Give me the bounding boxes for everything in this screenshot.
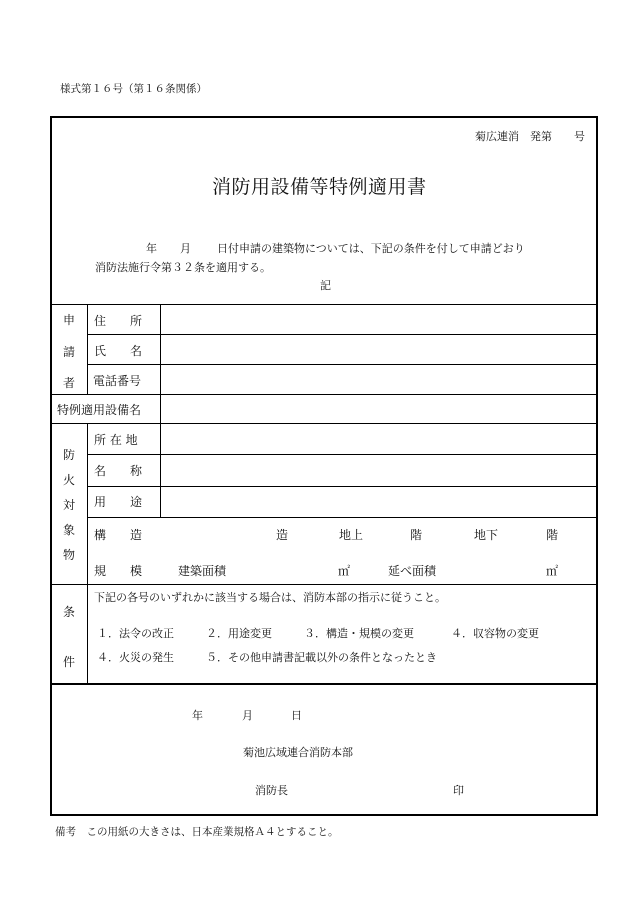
- scale-building-area: 建築面積: [178, 564, 227, 578]
- structure-above-ground: 地上: [339, 528, 364, 542]
- building-group-char-4: 象: [63, 523, 76, 537]
- condition-item-6: ５．その他申請書記載以外の条件となったとき: [206, 651, 437, 664]
- condition-item-3: ３．構造・規模の変更: [304, 627, 414, 640]
- structure-label: 構 造: [94, 528, 143, 542]
- rule-name-phone: [87, 364, 597, 365]
- conditions-group-char-1: 条: [63, 605, 76, 619]
- rule-building-label-divider: [160, 423, 161, 517]
- conditions-intro: 下記の各号のいずれかに該当する場合は、消防本部の指示に従うこと。: [94, 591, 446, 604]
- condition-item-1: １．法令の改正: [97, 627, 174, 640]
- footer-note: 備考 この用紙の大きさは、日本産業規格Ａ４とすること。: [55, 826, 339, 838]
- rule-name-bottom: [87, 486, 597, 487]
- structure-zo: 造: [276, 528, 289, 542]
- applicant-group-char-2: 請: [63, 345, 76, 359]
- form-title: 消防用設備等特例適用書: [212, 176, 427, 198]
- building-group-char-1: 防: [63, 448, 76, 462]
- building-group-char-2: 火: [63, 473, 76, 487]
- scale-unit-2: ㎡: [546, 564, 559, 578]
- building-group-char-5: 物: [63, 548, 76, 562]
- applicant-group-char-1: 申: [63, 313, 76, 327]
- rule-applicant-bottom: [51, 394, 597, 395]
- rule-equipment-bottom: [51, 423, 597, 424]
- scale-label: 規 模: [94, 564, 143, 578]
- rule-top-table: [51, 304, 597, 305]
- applicant-phone-label: 電話番号: [93, 374, 142, 388]
- seal-mark: 印: [453, 784, 464, 797]
- intro-month: 月: [180, 242, 191, 255]
- conditions-group-char-2: 件: [63, 655, 76, 669]
- issuing-organization: 菊池広域連合消防本部: [243, 746, 353, 759]
- intro-line-2: 消防法施行令第３２条を適用する。: [95, 261, 271, 274]
- ki-mark: 記: [320, 279, 331, 292]
- issuance-year: 年: [192, 709, 203, 722]
- rule-location-bottom: [87, 454, 597, 455]
- scale-unit-1: ㎡: [338, 564, 351, 578]
- equipment-name-label: 特例適用設備名: [57, 403, 142, 417]
- building-use-label: 用 途: [94, 495, 143, 509]
- issuance-day: 日: [291, 709, 302, 722]
- applicant-name-label: 氏 名: [94, 344, 143, 358]
- building-group-char-3: 対: [63, 498, 76, 512]
- condition-item-5: ４．火災の発生: [97, 651, 174, 664]
- intro-year: 年: [146, 242, 157, 255]
- issuer-number: 菊広連消 発第 号: [475, 130, 585, 143]
- rule-applicant-group-divider: [87, 304, 88, 394]
- applicant-group-char-3: 者: [63, 376, 76, 390]
- rule-use-bottom: [87, 517, 597, 518]
- issuance-month: 月: [242, 709, 253, 722]
- form-number: 様式第１６号（第１６条関係）: [60, 83, 207, 95]
- fire-chief-title: 消防長: [255, 784, 288, 797]
- intro-line-1: 日付申請の建築物については、下記の条件を付して申請どおり: [217, 242, 525, 255]
- applicant-address-label: 住 所: [94, 314, 143, 328]
- structure-floors-above: 階: [410, 528, 423, 542]
- rule-building-group-divider: [87, 423, 88, 584]
- structure-floors-below: 階: [546, 528, 559, 542]
- building-name-label: 名 称: [94, 464, 143, 478]
- rule-conditions-divider: [87, 584, 88, 683]
- scale-total-floor-area: 延べ面積: [388, 564, 437, 578]
- rule-address-name: [87, 334, 597, 335]
- rule-applicant-label-divider: [160, 304, 161, 423]
- structure-below-ground: 地下: [474, 528, 499, 542]
- rule-building-bottom: [51, 584, 597, 585]
- condition-item-2: ２．用途変更: [206, 627, 272, 640]
- condition-item-4: ４．収容物の変更: [451, 627, 539, 640]
- rule-conditions-bottom: [51, 683, 597, 685]
- building-location-label: 所 在 地: [94, 433, 138, 447]
